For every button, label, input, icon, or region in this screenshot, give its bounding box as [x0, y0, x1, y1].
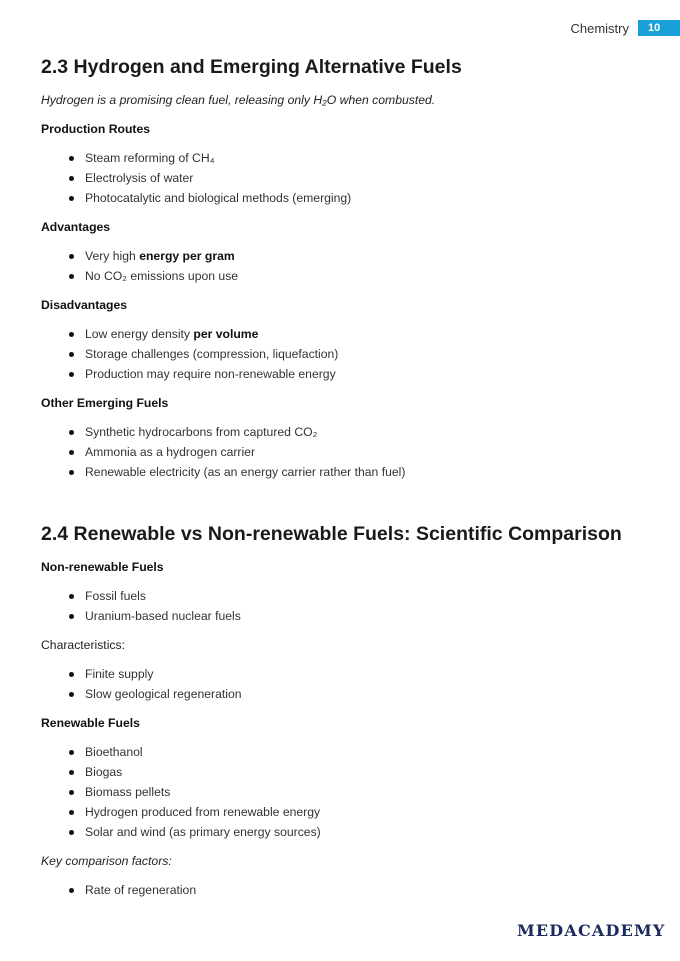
list-item: Renewable electricity (as an energy carrier rather than fuel) [85, 465, 405, 479]
page-header [570, 20, 680, 36]
list-item: Electrolysis of water [85, 171, 193, 185]
comparison-factors-label: Key comparison factors: [41, 854, 172, 868]
list-item: Very high energy per gram [85, 249, 235, 263]
list-item: Photocatalytic and biological methods (emerging) [85, 191, 351, 205]
hydrogen-intro: Hydrogen is a promising clean fuel, releasing only H₂O when combusted. [41, 93, 436, 107]
other-fuels-heading: Other Emerging Fuels [41, 396, 169, 410]
list-item: Biomass pellets [85, 785, 170, 799]
section-2-3-title: 2.3 Hydrogen and Emerging Alternative Fuels [41, 56, 462, 78]
list-item: Bioethanol [85, 745, 143, 759]
list-item: Uranium-based nuclear fuels [85, 609, 241, 623]
production-heading: Production Routes [41, 122, 151, 136]
list-item: Finite supply [85, 667, 153, 681]
disadvantages-heading: Disadvantages [41, 298, 128, 312]
page-number-badge: 10 [638, 20, 680, 36]
nonrenewable-heading: Non-renewable Fuels [41, 560, 164, 574]
list-item: Synthetic hydrocarbons from captured CO₂ [85, 425, 317, 439]
renewable-heading: Renewable Fuels [41, 716, 140, 730]
list-item: No CO₂ emissions upon use [85, 269, 238, 283]
list-item: Hydrogen produced from renewable energy [85, 805, 320, 819]
advantages-heading: Advantages [41, 220, 111, 234]
list-item: Solar and wind (as primary energy sources) [85, 825, 321, 839]
list-item: Rate of regeneration [85, 883, 196, 897]
list-item: Fossil fuels [85, 589, 146, 603]
medacademy-logo: MEDACADEMY [517, 921, 666, 940]
list-item: Production may require non-renewable energy [85, 367, 336, 381]
list-item: Storage challenges (compression, liquefaction) [85, 347, 338, 361]
list-item: Low energy density per volume [85, 327, 258, 341]
subject-label: Chemistry [570, 20, 629, 36]
characteristics-label: Characteristics: [41, 638, 125, 652]
list-item: Steam reforming of CH₄ [85, 151, 215, 165]
list-item: Slow geological regeneration [85, 687, 242, 701]
section-2-4-title: 2.4 Renewable vs Non-renewable Fuels: Scientific Comparison [41, 523, 622, 545]
list-item: Biogas [85, 765, 122, 779]
list-item: Ammonia as a hydrogen carrier [85, 445, 255, 459]
